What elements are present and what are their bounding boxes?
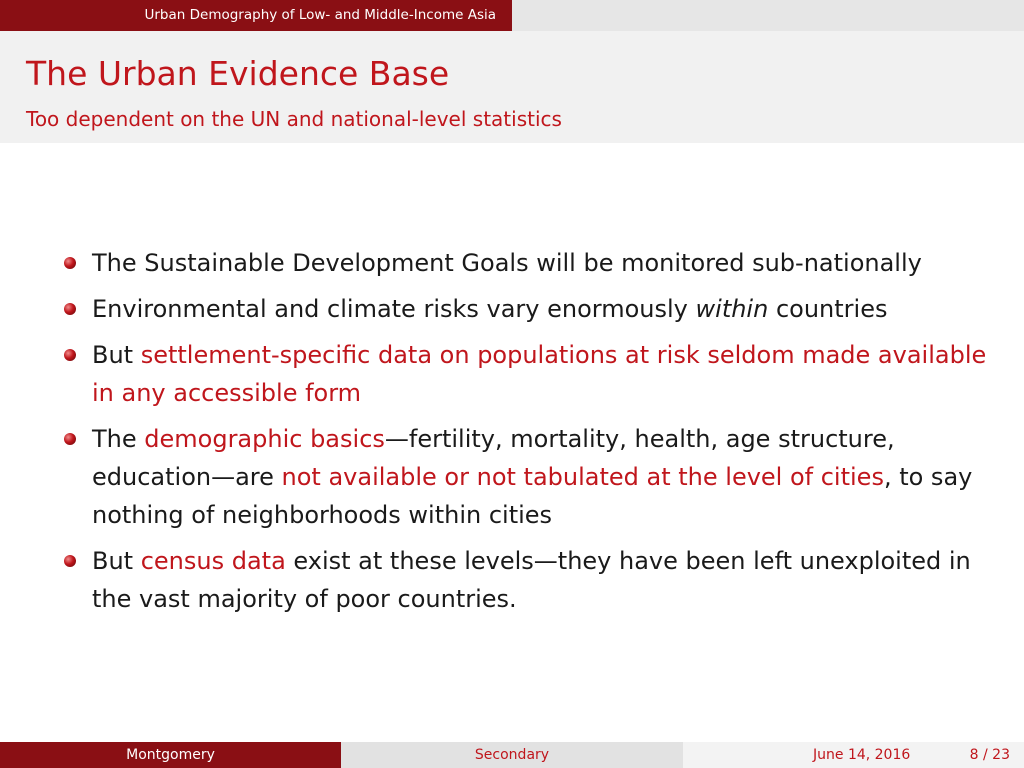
- page-number: 8 / 23: [969, 747, 1010, 763]
- ball-bullet-icon: [64, 555, 76, 567]
- ball-bullet-icon: [64, 433, 76, 445]
- header-bar: [0, 0, 1024, 31]
- bullet-text-segment: exist at these levels—they have been left unexploited in the vast majority of poor countries.: [92, 547, 971, 613]
- bullet-text: [92, 341, 986, 407]
- slide-subtitle: Too dependent on the UN and national-level statistics: [26, 107, 562, 131]
- bullet-text: [92, 295, 887, 323]
- ball-bullet-icon: [64, 303, 76, 315]
- bullet-item: [60, 542, 1000, 618]
- bullet-list: [60, 244, 1000, 626]
- highlighted-text: not available or not tabulated at the level of cities: [281, 463, 884, 491]
- footer-info: [683, 742, 1024, 768]
- bullet-text-segment: But: [92, 547, 141, 575]
- bullet-text-segment: , to say nothing of neighborhoods within cities: [92, 463, 973, 529]
- slide-title: The Urban Evidence Base: [26, 54, 450, 93]
- bullet-item: [60, 420, 1000, 534]
- bullet-text-segment: The Sustainable Development Goals will be monitored sub-nationally: [92, 249, 922, 277]
- footer-bar: [0, 742, 1024, 768]
- emphasized-text: within: [695, 295, 769, 323]
- footer-date: June 14, 2016: [813, 747, 911, 763]
- highlighted-text: census data: [140, 547, 286, 575]
- bullet-text: [92, 547, 971, 613]
- section-title[interactable]: Urban Demography of Low- and Middle-Income Asia: [0, 0, 512, 31]
- bullet-item: [60, 290, 1000, 328]
- ball-bullet-icon: [64, 257, 76, 269]
- bullet-item: [60, 336, 1000, 412]
- bullet-text-segment: Environmental and climate risks vary enormously: [92, 295, 696, 323]
- bullet-text: [92, 425, 972, 529]
- bullet-text: [92, 249, 922, 277]
- footer-author: Montgomery: [0, 742, 341, 768]
- bullet-text-segment: —fertility, mortality, health, age structure, education—are: [92, 425, 895, 491]
- highlighted-text: settlement-specific data on populations at risk seldom made available in any accessible form: [92, 341, 987, 407]
- footer-short-title: Secondary: [341, 742, 683, 768]
- bullet-item: [60, 244, 1000, 282]
- ball-bullet-icon: [64, 349, 76, 361]
- bullet-text-segment: The: [92, 425, 145, 453]
- bullet-text-segment: countries: [768, 295, 888, 323]
- bullet-text-segment: But: [92, 341, 141, 369]
- highlighted-text: demographic basics: [144, 425, 385, 453]
